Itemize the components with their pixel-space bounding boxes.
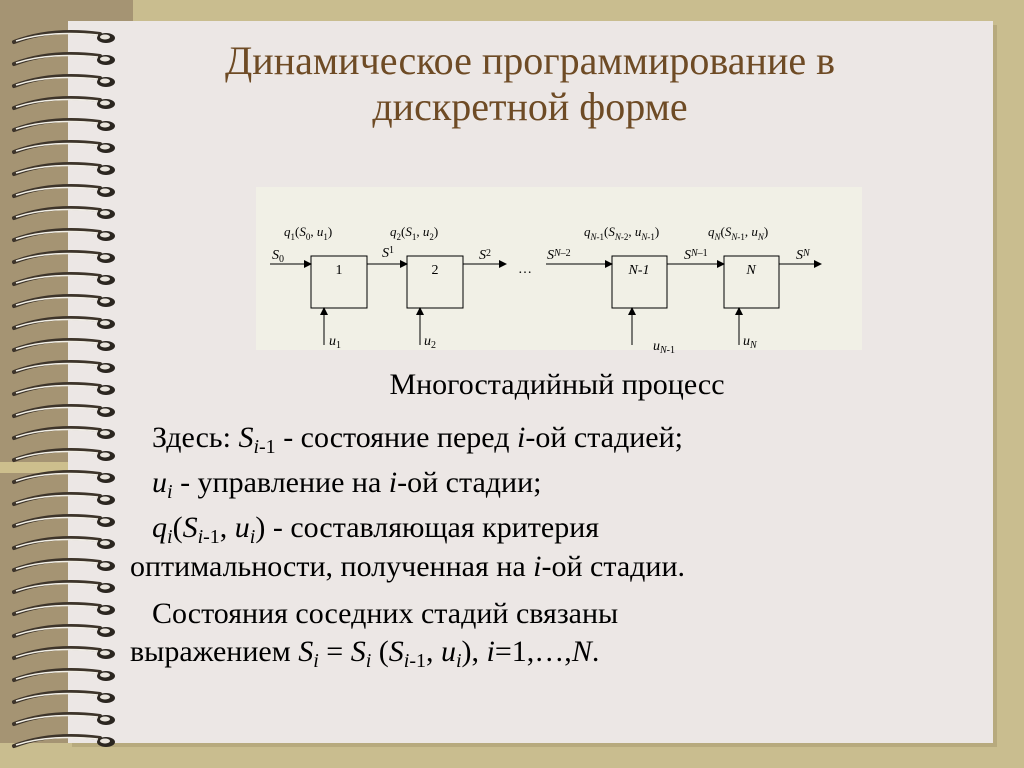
text-span: Здесь:: [152, 421, 239, 454]
index-i: i: [365, 650, 372, 672]
spiral-ring: [10, 734, 118, 752]
spiral-ring: [10, 624, 118, 642]
spiral-ring: [10, 668, 118, 686]
spiral-ring: [10, 492, 118, 510]
symbol-s: S: [298, 635, 314, 668]
text-span: оптимальности, полученная на: [130, 550, 534, 583]
symbol-s: S: [238, 421, 254, 454]
title-line-1: Динамическое программирование в: [225, 38, 835, 83]
text-span: - управление на: [172, 466, 389, 499]
symbol-u: u: [234, 511, 250, 544]
index-i: i: [167, 526, 173, 548]
spiral-ring: [10, 558, 118, 576]
ellipsis: …: [518, 262, 532, 277]
spiral-ring: [10, 294, 118, 312]
block-label-2: 2: [431, 263, 439, 278]
control-label-u1: $u_1$: [329, 334, 341, 351]
symbol-s: S: [388, 635, 404, 668]
symbol-i: i: [516, 421, 526, 454]
index-minus-1: -1: [409, 650, 426, 672]
symbol-q: q: [152, 511, 167, 544]
text-span: =: [318, 635, 351, 668]
block-label-n: N: [746, 263, 756, 278]
text-span: ),: [461, 635, 487, 668]
spiral-ring: [10, 52, 118, 70]
spiral-ring: [10, 30, 118, 48]
spiral-ring: [10, 184, 118, 202]
spiral-ring: [10, 338, 118, 356]
spiral-ring: [10, 140, 118, 158]
multistage-process-diagram: [256, 187, 862, 356]
definition-criterion: [152, 510, 599, 546]
definition-control: [152, 465, 542, 501]
spiral-ring: [10, 250, 118, 268]
text-span: (: [371, 635, 389, 668]
control-label-un-1: $u_N-1$: [653, 339, 676, 356]
text-span: .: [591, 635, 600, 668]
spiral-ring: [10, 536, 118, 554]
index-minus-1: -1: [259, 436, 276, 458]
criterion-label-n: $q_N(S_N-1$, $u_N$): [708, 224, 769, 242]
spiral-ring: [10, 272, 118, 290]
spiral-ring: [10, 580, 118, 598]
spiral-ring: [10, 228, 118, 246]
state-label-s2: $S^2$: [479, 248, 491, 263]
control-label-un: $u_N$: [743, 334, 757, 351]
index-i: i: [455, 650, 462, 672]
index-i: i: [249, 526, 256, 548]
index-minus-1: -1: [203, 526, 220, 548]
spiral-ring: [10, 514, 118, 532]
slide-title: [130, 38, 930, 130]
symbol-u: u: [152, 466, 167, 499]
text-span: -ой стадией;: [525, 421, 684, 454]
diagram-caption: Многостадийный процесс: [389, 368, 725, 401]
spiral-ring: [10, 646, 118, 664]
text-span: - состояние перед: [275, 421, 517, 454]
spiral-ring: [10, 206, 118, 224]
state-label-s1: $S^1$: [382, 245, 394, 261]
text-span: -ой стадии;: [397, 466, 542, 499]
index-i: i: [313, 650, 319, 672]
text-span: ,: [425, 635, 441, 668]
relation-intro: Состояния соседних стадий связаны: [152, 597, 619, 630]
block-label-1: 1: [335, 263, 343, 278]
index-i: i: [197, 526, 204, 548]
symbol-s: S: [350, 635, 366, 668]
spiral-ring: [10, 404, 118, 422]
spiral-ring: [10, 426, 118, 444]
state-label-sn-1: $S^N-1$: [684, 248, 708, 263]
control-label-u2: $u_2$: [424, 334, 436, 351]
symbol-i: i: [388, 466, 398, 499]
index-i: i: [403, 650, 410, 672]
index-i: i: [167, 481, 173, 503]
criterion-label-n-1: $q_N-1(S_N-2$, $u_N-1$): [584, 224, 660, 242]
spiral-ring: [10, 96, 118, 114]
spiral-ring: [10, 118, 118, 136]
symbol-n: N: [571, 635, 592, 668]
definition-state: [152, 420, 683, 456]
index-i: i: [253, 436, 260, 458]
state-label-sn-2: $S^N-2$: [547, 248, 571, 263]
text-span: (: [172, 511, 183, 544]
text-span: ) - составляющая критерия: [255, 511, 600, 544]
spiral-ring: [10, 162, 118, 180]
spiral-ring: [10, 74, 118, 92]
symbol-u: u: [440, 635, 456, 668]
spiral-ring: [10, 470, 118, 488]
criterion-label-2: $q_2(S_1$, $u_2$): [390, 224, 439, 242]
text-span: =1,…,: [494, 635, 572, 668]
spiral-ring: [10, 602, 118, 620]
spiral-ring: [10, 316, 118, 334]
relation-formula: [130, 634, 599, 670]
text-span: выражением: [130, 635, 299, 668]
text-span: -ой стадии.: [541, 550, 686, 583]
criterion-label-1: $q_1(S_0$, $u_1$): [284, 224, 333, 242]
state-label-s0: $S_0$: [272, 248, 284, 265]
spiral-ring: [10, 448, 118, 466]
spiral-ring: [10, 712, 118, 730]
symbol-s: S: [182, 511, 198, 544]
text-span: ,: [219, 511, 235, 544]
definition-criterion-cont: [130, 549, 685, 585]
symbol-i: i: [486, 635, 495, 668]
state-label-sn: $S^N$: [796, 248, 810, 263]
symbol-i: i: [533, 550, 542, 583]
spiral-ring: [10, 690, 118, 708]
title-line-2: дискретной форме: [372, 84, 688, 129]
block-label-n-1: N-1: [628, 263, 650, 278]
